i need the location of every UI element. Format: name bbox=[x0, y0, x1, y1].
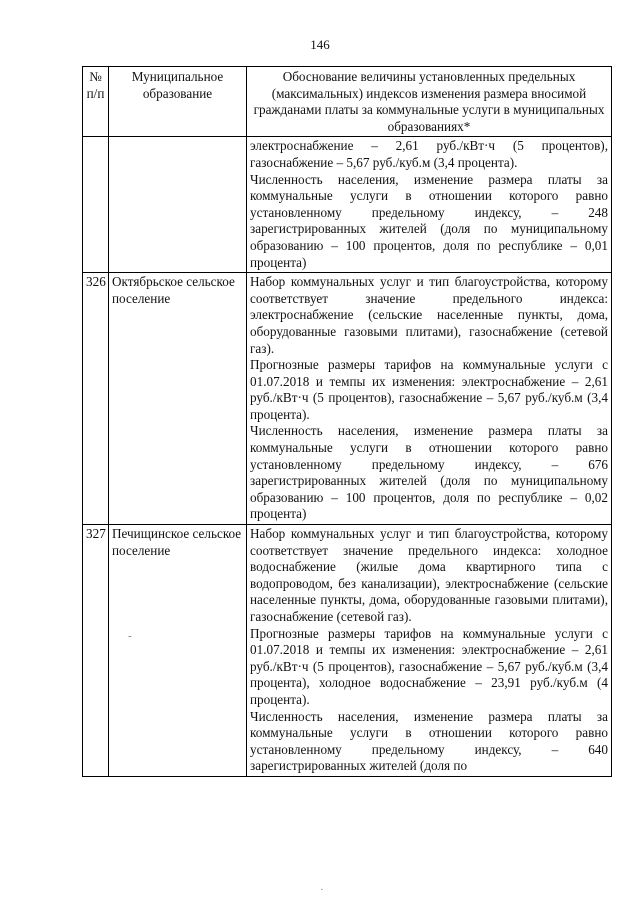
tariff-index-table bbox=[82, 66, 612, 777]
row-number bbox=[83, 137, 109, 273]
municipality-name: Печищинское сельское поселение bbox=[109, 525, 247, 777]
page-number: 146 bbox=[310, 37, 330, 52]
header-municipality: Муниципальное образование bbox=[109, 67, 247, 137]
municipality-name bbox=[109, 137, 247, 273]
paragraph: Прогнозные размеры тарифов на коммунальные услуги с 01.07.2018 и темпы их изменения: электроснабжение – 2,61 руб./кВт·ч (5 процентов), газоснабжение – 5,67 руб./куб.м (3,4 процента), холодное водоснабжение – 23,91 руб./куб.м (4 процента). bbox=[250, 625, 608, 707]
justification-cell bbox=[247, 273, 612, 525]
table-row bbox=[83, 273, 612, 525]
row-number: 327 bbox=[83, 525, 109, 777]
justification-cell bbox=[247, 525, 612, 777]
paragraph: Численность населения, изменение размера платы за коммунальные услуги в отношении которого равно установленному предельному индексу, – 248 зарегистрированных жителей (доля по муниципальному образованию – 100 процентов, доля по республике – 0,01 процента) bbox=[250, 171, 608, 270]
scan-speck: · bbox=[320, 884, 324, 896]
table-header-row bbox=[83, 67, 612, 137]
paragraph: Численность населения, изменение размера платы за коммунальные услуги в отношении которого равно установленному предельному индексу, – 640 зарегистрированных жителей (доля по bbox=[250, 708, 608, 774]
municipality-name: Октябрьское сельское поселение bbox=[109, 273, 247, 525]
paragraph: Набор коммунальных услуг и тип благоустройства, которому соответствует значение предельного индекса: холодное водоснабжение (жилые дома квартирного типа с водопроводом, без канализации), электроснабжение (сельские населенные пункты, дома, оборудованные газовыми плитами), газоснабжение (сетевой газ). bbox=[250, 526, 608, 624]
paragraph: Набор коммунальных услуг и тип благоустройства, которому соответствует значение предельного индекса: электроснабжение (сельские населенные пункты, дома, оборудованные газовыми плитами), газоснабжение (сетевой газ). bbox=[250, 274, 608, 356]
header-num: № п/п bbox=[83, 67, 109, 137]
paragraph: Численность населения, изменение размера платы за коммунальные услуги в отношении которого равно установленному предельному индексу, – 676 зарегистрированных жителей (доля по муниципальному образованию – 100 процентов, доля по республике – 0,02 процента) bbox=[250, 423, 608, 522]
justification-cell bbox=[247, 137, 612, 273]
paragraph: Прогнозные размеры тарифов на коммунальные услуги с 01.07.2018 и темпы их изменения: электроснабжение – 2,61 руб./кВт·ч (5 процентов), газоснабжение – 5,67 руб./куб.м (3,4 процента). bbox=[250, 357, 608, 422]
table-row bbox=[83, 525, 612, 777]
header-justification: Обоснование величины установленных предельных (максимальных) индексов изменения размера вносимой гражданами платы за коммунальные услуги в муниципальных образованиях* bbox=[247, 67, 612, 137]
table-row bbox=[83, 137, 612, 273]
paragraph: электроснабжение – 2,61 руб./кВт·ч (5 процентов), газоснабжение – 5,67 руб./куб.м (3,4 процента). bbox=[250, 138, 608, 170]
row-number: 326 bbox=[83, 273, 109, 525]
scan-speck: - bbox=[128, 630, 132, 642]
